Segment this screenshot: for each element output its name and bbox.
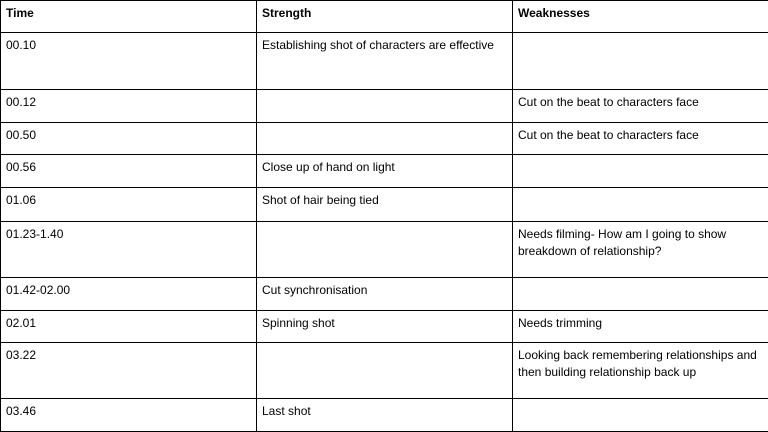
table-row bbox=[1, 278, 768, 311]
cell-strength: Establishing shot of characters are effective bbox=[257, 33, 513, 90]
cell-weakness bbox=[513, 155, 768, 188]
table-row bbox=[1, 222, 768, 278]
cell-weakness bbox=[513, 188, 768, 222]
header-time: Time bbox=[1, 1, 257, 33]
table-row bbox=[1, 399, 768, 432]
cell-time: 00.50 bbox=[1, 123, 257, 155]
table-row bbox=[1, 155, 768, 188]
cell-strength: Close up of hand on light bbox=[257, 155, 513, 188]
cell-time: 00.56 bbox=[1, 155, 257, 188]
cell-strength: Cut synchronisation bbox=[257, 278, 513, 311]
cell-strength bbox=[257, 222, 513, 278]
cell-weakness: Looking back remembering relationships and then building relationship back up bbox=[513, 343, 768, 399]
cell-time: 03.22 bbox=[1, 343, 257, 399]
cell-strength bbox=[257, 123, 513, 155]
header-strength: Strength bbox=[257, 1, 513, 33]
cell-strength: Spinning shot bbox=[257, 311, 513, 343]
table-row bbox=[1, 343, 768, 399]
header-weaknesses: Weaknesses bbox=[513, 1, 768, 33]
cell-time: 00.10 bbox=[1, 33, 257, 90]
cell-weakness: Cut on the beat to characters face bbox=[513, 90, 768, 123]
cell-time: 01.06 bbox=[1, 188, 257, 222]
header-row bbox=[1, 1, 768, 33]
cell-weakness: Cut on the beat to characters face bbox=[513, 123, 768, 155]
cell-weakness bbox=[513, 278, 768, 311]
cell-time: 03.46 bbox=[1, 399, 257, 432]
cell-weakness: Needs trimming bbox=[513, 311, 768, 343]
cell-weakness bbox=[513, 399, 768, 432]
cell-strength: Last shot bbox=[257, 399, 513, 432]
cell-weakness: Needs filming- How am I going to show breakdown of relationship? bbox=[513, 222, 768, 278]
cell-time: 02.01 bbox=[1, 311, 257, 343]
cell-time: 01.23-1.40 bbox=[1, 222, 257, 278]
table-row bbox=[1, 311, 768, 343]
table-row bbox=[1, 33, 768, 90]
cell-strength: Shot of hair being tied bbox=[257, 188, 513, 222]
cell-strength bbox=[257, 343, 513, 399]
table-row bbox=[1, 123, 768, 155]
table-row bbox=[1, 188, 768, 222]
cell-weakness bbox=[513, 33, 768, 90]
cell-time: 00.12 bbox=[1, 90, 257, 123]
cell-strength bbox=[257, 90, 513, 123]
cell-time: 01.42-02.00 bbox=[1, 278, 257, 311]
table-row bbox=[1, 90, 768, 123]
